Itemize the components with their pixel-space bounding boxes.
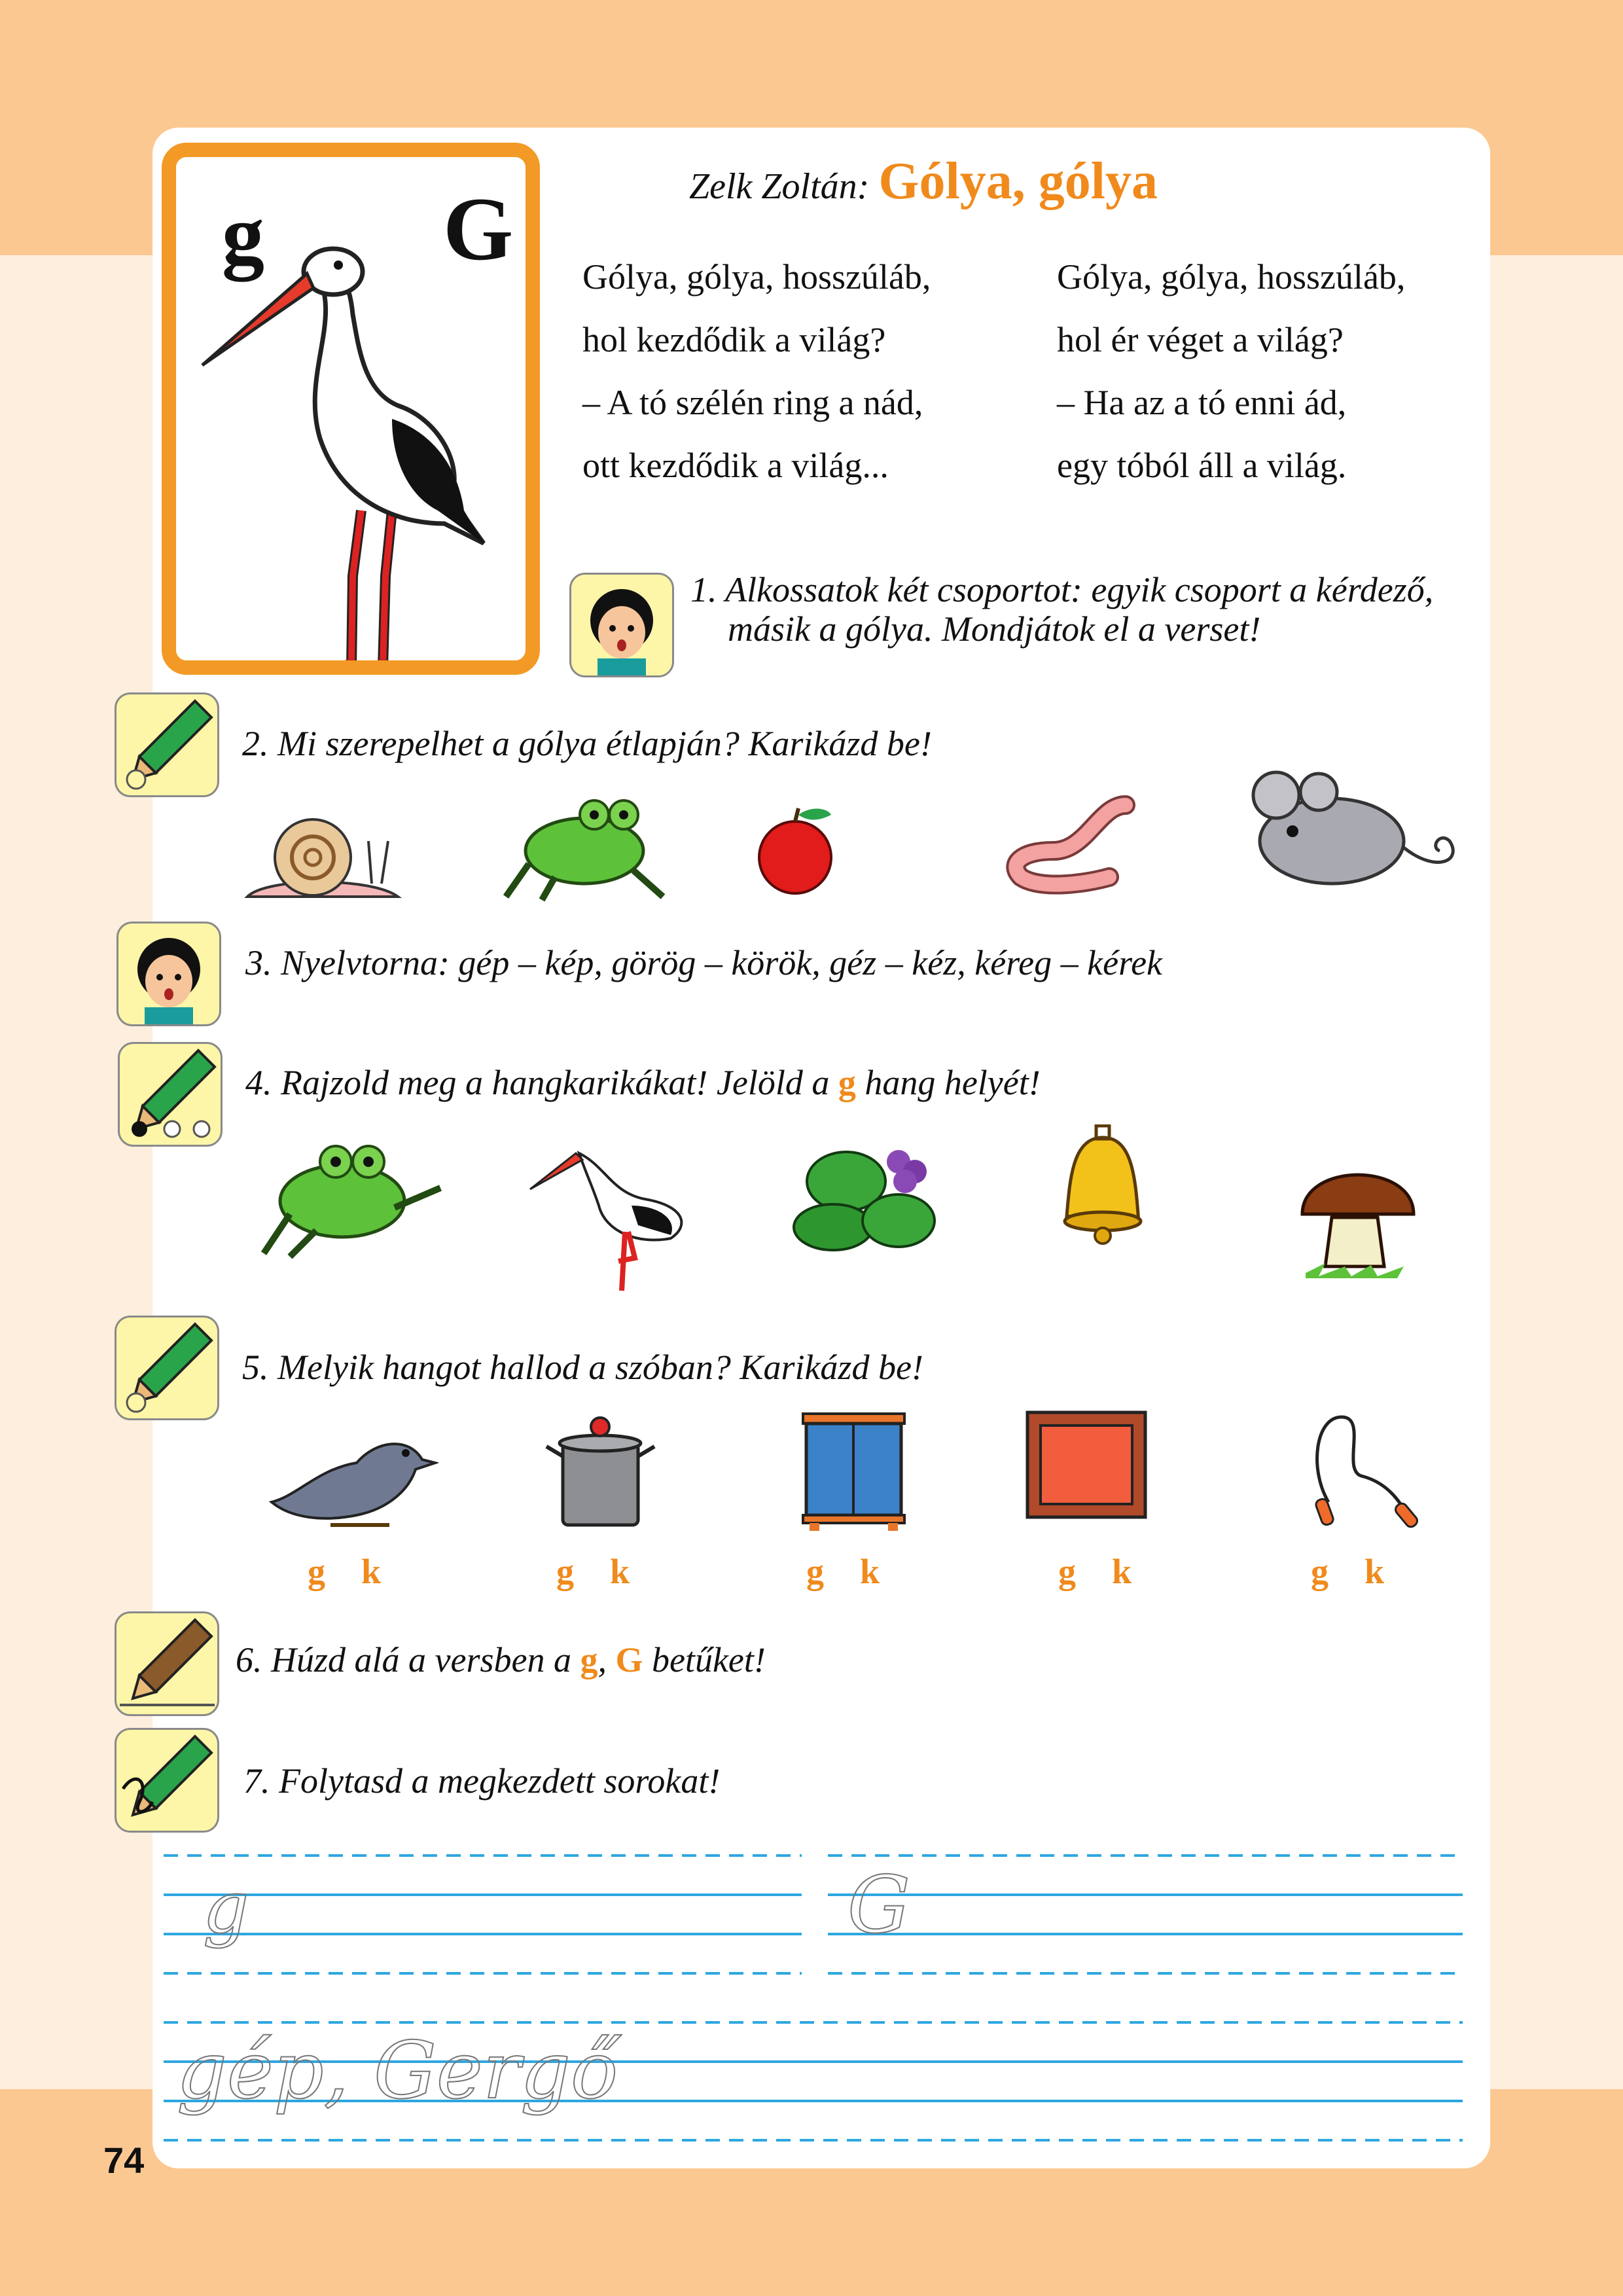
- stork-icon: [527, 1127, 697, 1297]
- option-k[interactable]: k: [361, 1552, 382, 1591]
- option-g[interactable]: g: [308, 1552, 325, 1591]
- letter-lower: g: [222, 188, 264, 282]
- poem-title: [689, 152, 1158, 211]
- worm-icon: [995, 792, 1139, 897]
- poem-author: Zelk Zoltán:: [689, 166, 870, 207]
- letter-upper: G: [443, 179, 514, 279]
- stamp-icon: [1021, 1406, 1152, 1524]
- apple-icon: [753, 805, 838, 897]
- gk-option-3: [806, 1551, 880, 1592]
- option-g[interactable]: g: [1058, 1552, 1076, 1591]
- gk-option-2: [556, 1551, 630, 1592]
- task-6-letter-G: G: [615, 1640, 643, 1679]
- pencil-task-icon: [115, 692, 219, 797]
- task-1-line-2: másik a gólya. Mondjátok el a verset!: [728, 609, 1261, 649]
- task-7: 7. Folytasd a megkezdett sorokat!: [243, 1761, 721, 1801]
- task-4-text-after: hang helyét!: [855, 1063, 1041, 1102]
- option-k[interactable]: k: [860, 1552, 880, 1591]
- handwriting-lines: [164, 1846, 1466, 2147]
- speaking-task-icon: [569, 573, 674, 677]
- sound-circles-task-icon: [118, 1042, 223, 1147]
- task-4-letter-g: g: [838, 1063, 856, 1102]
- task-3: 3. Nyelvtorna: gép – kép, görög – körök, géz – kéz, kéreg – kérek: [245, 943, 1163, 982]
- stork-icon: [176, 157, 526, 674]
- model-letter-g: g: [203, 1865, 249, 1949]
- frog-icon: [251, 1136, 447, 1260]
- stanza-left: [582, 245, 931, 497]
- task-4: [245, 1062, 1041, 1103]
- mouse-icon: [1240, 769, 1466, 890]
- option-k[interactable]: k: [1112, 1552, 1132, 1591]
- violet-icon: [787, 1136, 944, 1253]
- option-k[interactable]: k: [610, 1552, 630, 1591]
- jump-rope-icon: [1302, 1404, 1427, 1535]
- gk-option-4: [1058, 1551, 1132, 1592]
- cabinet-icon: [800, 1410, 908, 1532]
- poem-line: egy tóból áll a világ.: [1057, 446, 1347, 485]
- task-6-text-before: 6. Húzd alá a versben a: [236, 1640, 580, 1679]
- pot-icon: [543, 1410, 658, 1532]
- poem-line: hol ér véget a világ?: [1057, 320, 1344, 359]
- frog-icon: [496, 792, 673, 903]
- task-6-letter-g: g: [580, 1640, 598, 1679]
- option-g[interactable]: g: [556, 1552, 574, 1591]
- gk-option-5: [1311, 1551, 1384, 1592]
- poem-line: hol kezdődik a világ?: [582, 320, 886, 359]
- poem-line: – Ha az a tó enni ád,: [1057, 383, 1347, 422]
- option-k[interactable]: k: [1364, 1552, 1385, 1591]
- stanza-right: [1057, 245, 1405, 497]
- task-6-sep: ,: [597, 1640, 616, 1679]
- task-6: [236, 1640, 766, 1680]
- poem-line: Gólya, gólya, hosszúláb,: [1057, 257, 1406, 296]
- model-letter-G: G: [847, 1860, 910, 1951]
- model-words: gép, Gergő: [177, 2026, 618, 2117]
- snail-icon: [241, 805, 404, 903]
- pencil-task-icon: [115, 1316, 219, 1420]
- underline-task-icon: [115, 1611, 219, 1716]
- task-6-text-after: betűket!: [643, 1640, 766, 1679]
- option-g[interactable]: g: [806, 1552, 824, 1591]
- speaking-task-icon: [116, 922, 221, 1026]
- poem-line: – A tó szélén ring a nád,: [582, 383, 923, 422]
- task-1-line-1: 1. Alkossatok két csoportot: egyik csoport a kérdező,: [690, 570, 1434, 609]
- bell-icon: [1054, 1124, 1152, 1249]
- task-4-text-before: 4. Rajzold meg a hangkarikákat! Jelöld a: [245, 1063, 838, 1102]
- page-number: 74: [103, 2140, 145, 2181]
- writing-task-icon: [115, 1728, 219, 1833]
- poem-line: ott kezdődik a világ...: [582, 446, 889, 485]
- task-5: 5. Melyik hangot hallod a szóban? Karikázd be!: [242, 1348, 923, 1387]
- mushroom-stem: [1299, 1214, 1410, 1280]
- task-2: 2. Mi szerepelhet a gólya étlapján? Karikázd be!: [242, 724, 932, 763]
- poem-title-text: Gólya, gólya: [878, 152, 1158, 210]
- option-g[interactable]: g: [1311, 1552, 1329, 1591]
- poem-line: Gólya, gólya, hosszúláb,: [582, 257, 931, 296]
- gk-option-1: [308, 1551, 381, 1592]
- letter-card: [162, 143, 540, 675]
- pigeon-icon: [259, 1424, 438, 1538]
